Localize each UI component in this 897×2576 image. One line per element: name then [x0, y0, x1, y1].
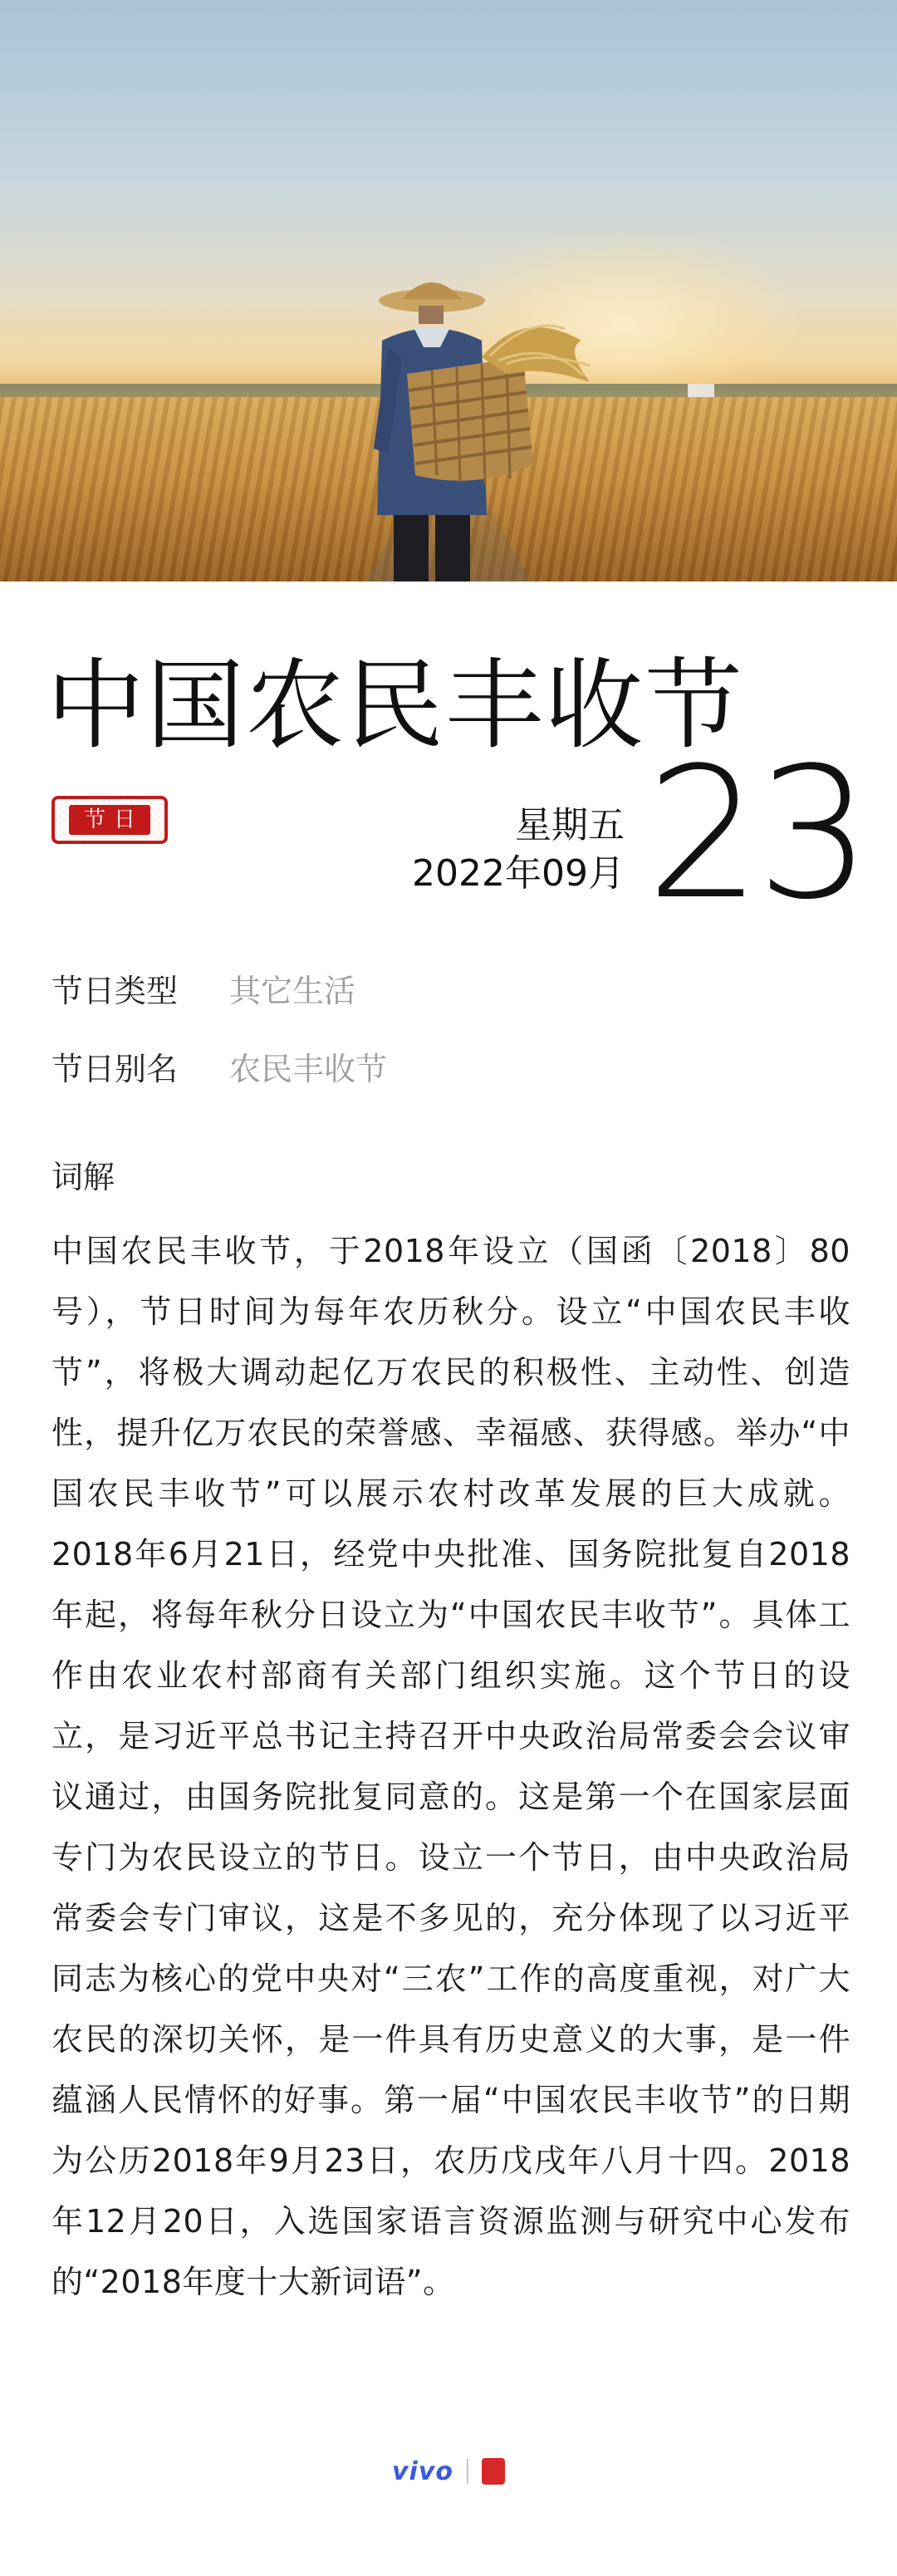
- info-row-type: [51, 975, 355, 1007]
- day-number: 23: [646, 729, 867, 940]
- distant-building: [688, 384, 714, 397]
- year-month-label: 2022年09月: [412, 852, 625, 895]
- section-heading: 词解: [51, 1159, 115, 1195]
- footer-brand: [0, 2451, 897, 2492]
- festival-title: 中国农民丰收节: [47, 648, 745, 763]
- footer-divider: [467, 2459, 468, 2484]
- vivo-logo: vivo: [391, 2456, 453, 2486]
- description-text: 中国农民丰收节，于2018年设立（国函〔2018〕80号），节日时间为每年农历秋分。设立“中国农民丰收节”，将极大调动起亿万农民的积极性、主动性、创造性，提升亿万农民的荣誉感、幸福感、获得感。举办“中国农民丰收节”可以展示农村改革发展的巨大成就。2018年6月21日，经党中央批准、国务院批复自2018年起，将每年秋分日设立为“中国农民丰收节”。具体工作由农业农村部商有关部门组织实施。这个节日的设立，是习近平总书记主持召开中央政治局常委会会议审议通过，由国务院批复同意的。这是第一个在国家层面专门为农民设立的节日。设立一个节日，由中央政治局常委会专门审议，这是不多见的，充分体现了以习近平同志为核心的党中央对“三农”工作的高度重视，对广大农民的深切关怀，是一件具有历史意义的大事，是一件蕴涵人民情怀的好事。第一届“中国农民丰收节”的日期为公历2018年9月23日，农历戊戌年八月十四。2018年12月20日，入选国家语言资源监测与研究中心发布的“2018年度十大新词语”。: [51, 1233, 850, 2300]
- alias-value: 农民丰收节: [229, 1051, 388, 1087]
- farmer-illustration: [316, 258, 615, 581]
- hero-image: [0, 0, 897, 581]
- type-value: 其它生活: [229, 973, 356, 1009]
- alias-label: 节日别名: [51, 1051, 179, 1087]
- type-label: 节日类型: [51, 973, 179, 1009]
- weekday-label: 星期五: [515, 804, 625, 846]
- info-row-alias: [51, 1053, 387, 1085]
- festival-badge: [51, 796, 168, 844]
- seal-icon: [482, 2458, 505, 2485]
- festival-badge-label: 节日: [69, 805, 150, 836]
